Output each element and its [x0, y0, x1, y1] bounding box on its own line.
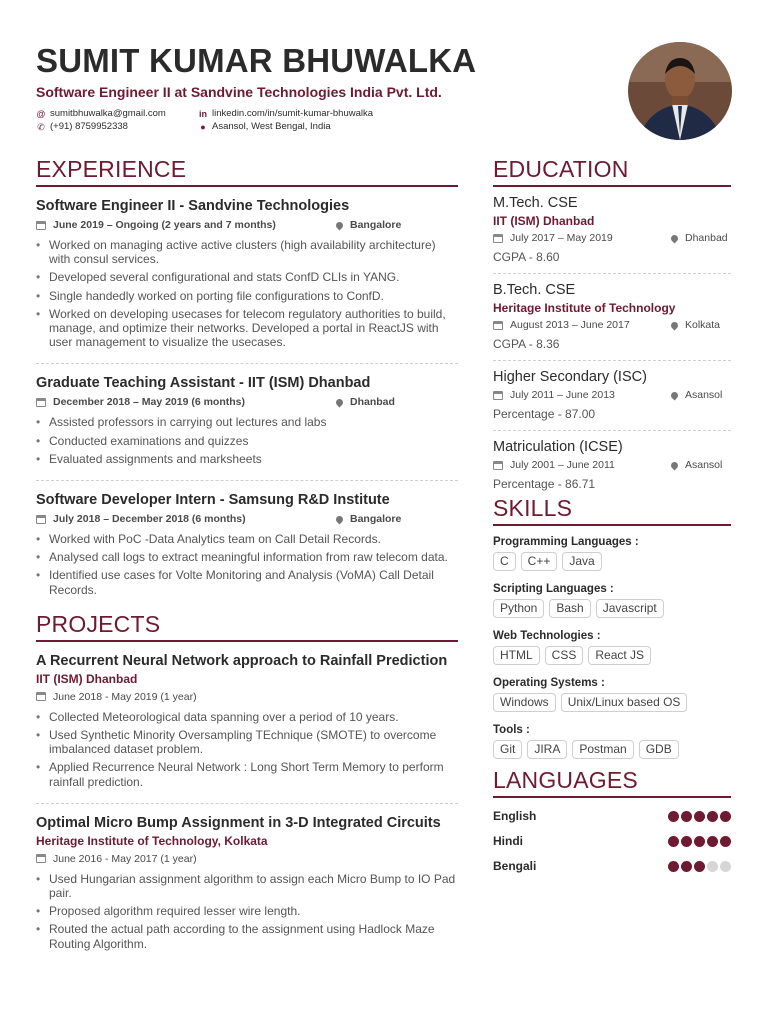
rating-dot-filled — [681, 811, 692, 822]
location-text: Asansol, West Bengal, India — [212, 120, 331, 132]
job-bullet: • Analysed call logs to extract meaningful information from raw telecom data. — [36, 550, 458, 564]
rating-dot-filled — [720, 836, 731, 847]
education-location: Asansol — [685, 459, 723, 471]
job-bullet: • Conducted examinations and quizzes — [36, 434, 458, 448]
education-date: July 2001 – June 2011 — [510, 459, 615, 471]
language-row — [493, 859, 731, 873]
calendar-icon — [493, 461, 503, 470]
education-date: July 2011 – June 2013 — [510, 389, 615, 401]
rating-dot-filled — [694, 811, 705, 822]
skill-tags — [493, 646, 731, 667]
education-entry — [493, 360, 731, 430]
job-date: June 2019 – Ongoing (2 years and 7 months) — [53, 219, 276, 231]
job-title: Software Engineer II - Sandvine Technologies — [36, 198, 350, 214]
job-location: Bangalore — [350, 513, 402, 526]
skill-tag: GDB — [639, 740, 679, 759]
email-icon: @ — [36, 109, 46, 119]
language-rating — [666, 811, 731, 822]
skill-tag: JIRA — [527, 740, 567, 759]
rating-dot-filled — [707, 811, 718, 822]
calendar-icon — [36, 221, 46, 230]
project-bullet: • Collected Meteorological data spanning over a period of 10 years. — [36, 710, 458, 724]
job-bullet: • Worked with PoC -Data Analytics team on Call Detail Records. — [36, 532, 458, 546]
education-date: August 2013 – June 2017 — [510, 319, 630, 331]
skill-tags — [493, 599, 731, 620]
project-title: Optimal Micro Bump Assignment in 3-D Integrated Circuits — [36, 814, 441, 831]
project-date: June 2018 - May 2019 (1 year) — [53, 690, 197, 703]
language-rating — [666, 861, 731, 872]
linkedin-link[interactable]: linkedin.com/in/sumit-kumar-bhuwalka — [212, 108, 374, 119]
rating-dot-filled — [707, 836, 718, 847]
left-column — [36, 156, 458, 965]
language-name: Bengali — [493, 859, 537, 873]
skill-tags — [493, 693, 731, 714]
location-pin-icon — [335, 397, 345, 407]
language-name: Hindi — [493, 834, 523, 848]
education-heading: EDUCATION — [493, 156, 731, 187]
education-entry — [493, 273, 731, 360]
degree-title: Higher Secondary (ISC) — [493, 369, 647, 385]
education-entry — [493, 430, 731, 495]
project-title: A Recurrent Neural Network approach to Rainfall Prediction — [36, 652, 448, 669]
linkedin-icon: in — [199, 109, 207, 119]
project-bullet: • Routed the actual path according to the assignment using Hadlock Maze Routing Algorithm. — [36, 922, 458, 950]
languages-heading: LANGUAGES — [493, 767, 731, 798]
degree-title: B.Tech. CSE — [493, 282, 576, 298]
skill-tag: Javascript — [596, 599, 664, 618]
calendar-icon — [493, 391, 503, 400]
job-title: Graduate Teaching Assistant - IIT (ISM) Dhanbad — [36, 375, 371, 392]
education-grade: Percentage - 87.00 — [493, 407, 596, 421]
project-bullet: • Proposed algorithm required lesser wire length. — [36, 904, 458, 918]
rating-dot-filled — [668, 861, 679, 872]
skill-category-label: Web Technologies : — [493, 630, 601, 642]
language-row — [493, 809, 731, 823]
location-pin-icon — [670, 390, 680, 400]
language-rating — [666, 836, 731, 847]
education-grade: CGPA - 8.36 — [493, 337, 560, 351]
skill-tag: Unix/Linux based OS — [561, 693, 688, 712]
language-list — [493, 809, 731, 873]
education-location: Asansol — [685, 389, 723, 401]
calendar-icon — [493, 234, 503, 243]
education-location: Kolkata — [685, 319, 721, 331]
project-org: IIT (ISM) Dhanbad — [36, 671, 138, 686]
calendar-icon — [36, 692, 46, 701]
experience-heading: EXPERIENCE — [36, 156, 458, 187]
skill-tag: HTML — [493, 646, 540, 665]
rating-dot-filled — [720, 811, 731, 822]
rating-dot-filled — [681, 861, 692, 872]
profile-photo — [628, 42, 732, 140]
skill-tag: Postman — [572, 740, 633, 759]
phone-text: (+91) 8759952338 — [50, 120, 128, 132]
language-row — [493, 834, 731, 848]
map-pin-icon: ● — [200, 121, 206, 132]
rating-dot-filled — [668, 836, 679, 847]
projects-heading: PROJECTS — [36, 611, 458, 642]
email-link[interactable]: sumitbhuwalka@gmail.com — [50, 108, 166, 119]
skill-tag: CSS — [545, 646, 584, 665]
skill-category-label: Programming Languages : — [493, 536, 639, 548]
job-title: Software Developer Intern - Samsung R&D Institute — [36, 492, 390, 509]
school-name: IIT (ISM) Dhanbad — [493, 214, 595, 228]
skill-tag: Python — [493, 599, 544, 618]
job-bullet: • Worked on developing usecases for telecom regulatory authorities to build, manage, and optimize their networks. Developed a portal in ReactJS with user management to visualize the usecases. — [36, 307, 458, 350]
project-bullet: • Used Hungarian assignment algorithm to assign each Micro Bump to IO Pad pair. — [36, 872, 458, 900]
job-location: Dhanbad — [350, 396, 395, 409]
rating-dot-filled — [668, 811, 679, 822]
location-pin-icon — [670, 460, 680, 470]
job-date: December 2018 – May 2019 (6 months) — [53, 396, 246, 409]
location-pin-icon — [335, 220, 345, 230]
skill-tag: C++ — [521, 552, 558, 571]
education-location: Dhanbad — [685, 232, 728, 244]
skill-category-label: Operating Systems : — [493, 677, 605, 689]
candidate-subtitle: Software Engineer II at Sandvine Technologies India Pvt. Ltd. — [36, 84, 442, 100]
contact-info — [36, 108, 373, 133]
job-bullet: • Identified use cases for Volte Monitoring and Analysis (VoMA) Call Detail Records. — [36, 568, 458, 596]
job-bullet: • Assisted professors in carrying out lectures and labs — [36, 415, 458, 429]
skill-tag: Windows — [493, 693, 556, 712]
skill-tag: C — [493, 552, 516, 571]
rating-dot-empty — [720, 861, 731, 872]
job-bullet: • Worked on managing active active clusters (high availability architecture) with consul services. — [36, 238, 458, 266]
education-date: July 2017 – May 2019 — [510, 232, 613, 244]
education-entry — [493, 187, 731, 273]
location-pin-icon — [335, 514, 345, 524]
phone-icon: ✆ — [37, 121, 45, 132]
location-pin-icon — [670, 320, 680, 330]
project-bullet: • Used Synthetic Minority Oversampling TEchnique (SMOTE) to overcome imbalanced dataset problem. — [36, 728, 458, 756]
candidate-name: SUMIT KUMAR BHUWALKA — [36, 42, 477, 79]
skill-category-label: Scripting Languages : — [493, 583, 614, 595]
education-grade: CGPA - 8.60 — [493, 250, 560, 264]
calendar-icon — [36, 854, 46, 863]
job-bullet: • Developed several configurational and stats ConfD CLIs in YANG. — [36, 270, 458, 284]
project-bullet: • Applied Recurrence Neural Network : Long Short Term Memory to perform rainfall prediction. — [36, 760, 458, 788]
project-org: Heritage Institute of Technology, Kolkata — [36, 833, 268, 848]
calendar-icon — [36, 398, 46, 407]
job-bullet: • Evaluated assignments and marksheets — [36, 452, 458, 466]
skill-tag: Git — [493, 740, 522, 759]
skill-tag: Bash — [549, 599, 590, 618]
right-column — [493, 156, 731, 873]
school-name: Heritage Institute of Technology — [493, 301, 676, 315]
calendar-icon — [493, 321, 503, 330]
project-entry — [36, 642, 458, 803]
education-grade: Percentage - 86.71 — [493, 477, 596, 491]
experience-entry — [36, 363, 458, 480]
experience-entry — [36, 480, 458, 611]
project-date: June 2016 - May 2017 (1 year) — [53, 852, 197, 865]
calendar-icon — [36, 515, 46, 524]
experience-entry — [36, 187, 458, 363]
skill-category-label: Tools : — [493, 724, 530, 736]
degree-title: M.Tech. CSE — [493, 195, 578, 211]
job-bullet: • Single handedly worked on porting file configurations to ConfD. — [36, 289, 458, 303]
rating-dot-filled — [694, 861, 705, 872]
project-entry — [36, 803, 458, 965]
rating-dot-filled — [681, 836, 692, 847]
job-date: July 2018 – December 2018 (6 months) — [53, 513, 246, 526]
job-location: Bangalore — [350, 219, 402, 231]
skills-heading: SKILLS — [493, 495, 731, 526]
skill-tags — [493, 552, 731, 573]
language-name: English — [493, 809, 537, 823]
skill-tags — [493, 740, 731, 761]
skill-tag: Java — [562, 552, 601, 571]
degree-title: Matriculation (ICSE) — [493, 439, 623, 455]
rating-dot-filled — [694, 836, 705, 847]
skill-tag: React JS — [588, 646, 651, 665]
rating-dot-empty — [707, 861, 718, 872]
location-pin-icon — [670, 233, 680, 243]
